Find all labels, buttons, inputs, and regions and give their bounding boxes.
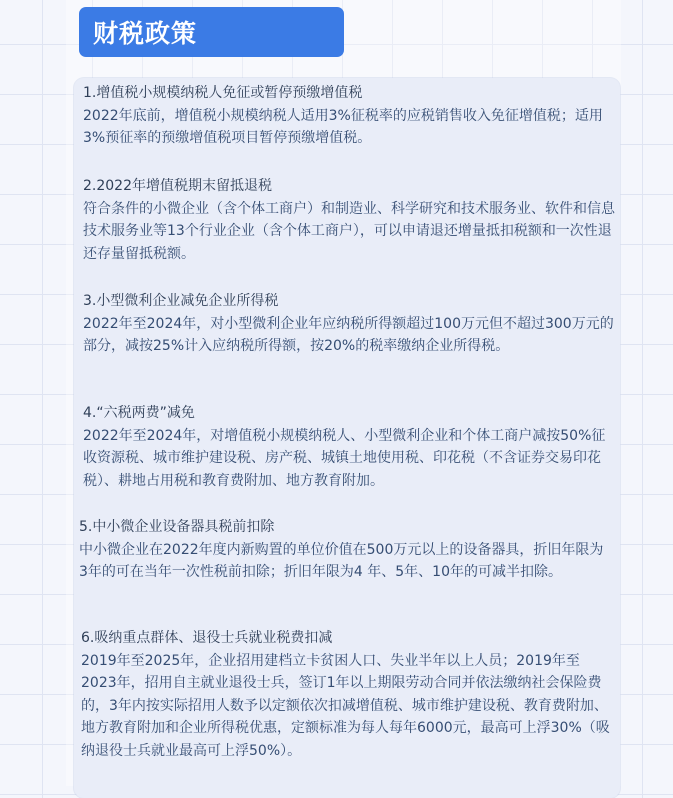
policy-section-3 <box>83 290 615 358</box>
policy-section-6 <box>81 627 613 762</box>
section-heading: 2.2022年增值税期末留抵退税 <box>83 178 272 194</box>
policy-section-5 <box>79 516 611 584</box>
section-body: 中小微企业在2022年度内新购置的单位价值在500万元以上的设备器具，折旧年限为3年的可在当年一次性税前扣除；折旧年限为4 年、5年、10年的可减半扣除。 <box>79 541 604 580</box>
policy-section-1 <box>83 82 615 150</box>
section-heading: 3.小型微利企业减免企业所得税 <box>83 293 279 309</box>
page-title: 财税政策 <box>93 19 198 48</box>
section-heading: 5.中小微企业设备器具税前扣除 <box>79 519 275 535</box>
section-heading: 6.吸纳重点群体、退役士兵就业税费扣减 <box>81 630 333 646</box>
policy-section-4 <box>83 402 615 492</box>
section-body: 符合条件的小微企业（含个体工商户）和制造业、科学研究和技术服务业、软件和信息技术服务业等13个行业企业（含个体工商户），可以申请退还增量抵扣税额和一次性退还存量留抵税额。 <box>83 200 615 262</box>
section-body: 2022年底前，增值税小规模纳税人适用3%征税率的应税销售收入免征增值税；适用3%预征率的预缴增值税项目暂停预缴增值税。 <box>83 107 603 146</box>
section-body: 2022年至2024年，对增值税小规模纳税人、小型微利企业和个体工商户减按50%征收资源税、城市维护建设税、房产税、城镇土地使用税、印花税（不含证券交易印花税）、耕地占用税和教育费附加、地方教育附加。 <box>83 427 606 489</box>
policy-section-2 <box>83 175 615 265</box>
section-body: 2022年至2024年，对小型微利企业年应纳税所得额超过100万元但不超过300万元的部分，减按25%计入应纳税所得额，按20%的税率缴纳企业所得税。 <box>83 315 614 354</box>
header-banner <box>79 7 344 57</box>
section-heading: 1.增值税小规模纳税人免征或暂停预缴增值税 <box>83 85 363 101</box>
section-body: 2019年至2025年，企业招用建档立卡贫困人口、失业半年以上人员；2019年至2023年，招用自主就业退役士兵，签订1年以上期限劳动合同并依法缴纳社会保险费的，3年内按实际招用人数予以定额依次扣减增值税、城市维护建设税、教育费附加、地方教育附加和企业所得税优惠，定额标准为每人每年6000元，最高可上浮30%（吸纳退役士兵就业最高可上浮50%）。 <box>81 652 610 759</box>
section-heading: 4.“六税两费”减免 <box>83 405 195 421</box>
